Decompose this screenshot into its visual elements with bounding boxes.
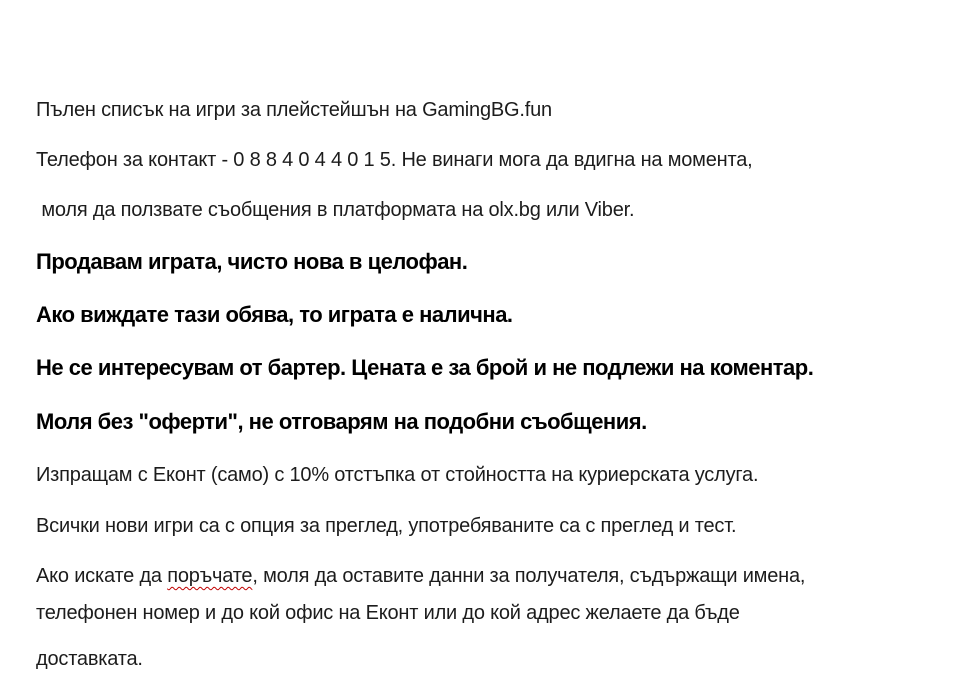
- text-line-games-list: Пълен списък на игри за плейстейшън на GamingBG.fun: [36, 99, 552, 121]
- text-line-selling-new: Продавам играта, чисто нова в целофан.: [36, 249, 468, 274]
- text-line-phone-office: телефонен номер и до кой офис на Еконт или до кой адрес желаете да бъде: [36, 602, 740, 624]
- text-line-no-barter: Не се интересувам от бартер. Цената е за брой и не подлежи на коментар.: [36, 355, 814, 380]
- misspelled-word: поръчате: [167, 565, 253, 587]
- text-line-shipping-econt: Изпращам с Еконт (само) с 10% отстъпка от стойността на куриерската услуга.: [36, 464, 759, 486]
- text-line-no-offers: Моля без "оферти", не отговарям на подобни съобщения.: [36, 409, 647, 434]
- order-details-post: , моля да оставите данни за получателя, съдържащи имена,: [252, 565, 806, 587]
- text-line-order-details: [36, 566, 805, 586]
- order-details-pre: Ако искате да: [36, 565, 168, 587]
- text-line-inspection-option: Всички нови игри са с опция за преглед, употребяваните са с преглед и тест.: [36, 515, 737, 537]
- text-line-phone-contact: Телефон за контакт - 0 8 8 4 0 4 4 0 1 5. Не винаги мога да вдигна на момента,: [36, 149, 753, 171]
- text-line-availability: Ако виждате тази обява, то играта е налична.: [36, 302, 513, 327]
- text-line-delivery: доставката.: [36, 648, 143, 670]
- text-line-messages-platform: моля да ползвате съобщения в платформата на olx.bg или Viber.: [36, 199, 635, 221]
